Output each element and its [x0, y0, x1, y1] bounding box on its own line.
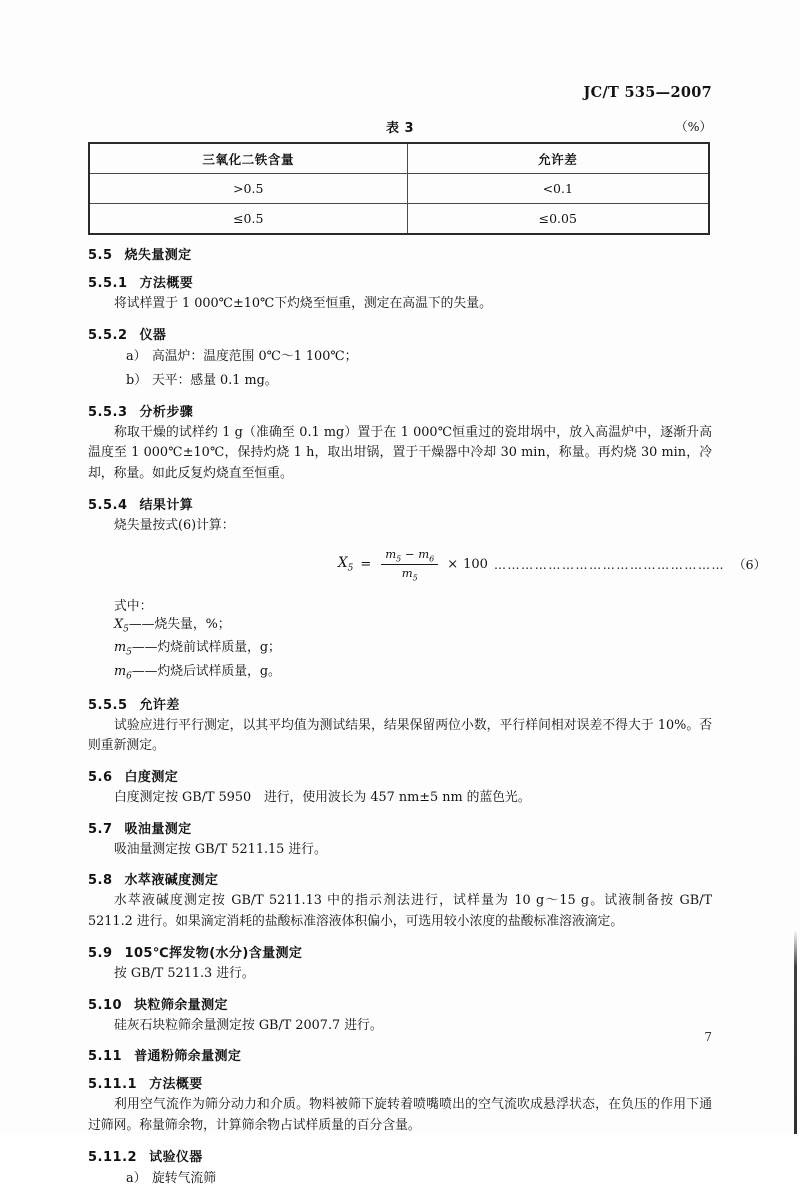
list-item-text: 高温炉：温度范围 0℃～1 100℃； — [152, 348, 358, 364]
tolerance-table — [88, 142, 710, 235]
clause-paragraph: 利用空气流作为筛分动力和介质。物料被筛下旋转着喷嘴喷出的空气流吹成悬浮状态，在负压的作用下通过筛网。称量筛余物，计算筛余物占试样质量的百分含量。 — [88, 1097, 712, 1133]
clause-title: 块粒筛余量测定 — [134, 997, 228, 1013]
clause-paragraph: 按 GB/T 5211.3 进行。 — [114, 965, 255, 981]
clause-title: 白度测定 — [124, 769, 179, 785]
clause-heading-5-6 — [88, 766, 712, 785]
definition-dash: —— — [128, 616, 155, 632]
scan-edge-artifact — [794, 930, 797, 1134]
clause-title: 仪器 — [139, 327, 167, 343]
page-content — [88, 0, 767, 1189]
clause-number: 5.6 — [88, 769, 113, 785]
clause-title: 分析步骤 — [139, 404, 194, 420]
clause-heading-5-11-2 — [88, 1146, 712, 1165]
formula-numerator: $m_5 - m_6$ — [381, 547, 438, 565]
clause-heading-5-10 — [88, 994, 712, 1013]
formula-row — [88, 543, 767, 589]
clause-title: 结果计算 — [139, 497, 194, 513]
clause-paragraph: 水萃液碱度测定按 GB/T 5211.13 中的指示剂法进行，试样量为 10 g～15 g。试液制备按 GB/T 5211.2 进行。如果滴定消耗的盐酸标准溶液体积偏小，可选用较小浓度的盐酸标准溶液滴定。 — [88, 893, 712, 930]
table-header-cell: 三氧化二铁含量 — [89, 143, 407, 174]
clause-number: 5.5.3 — [88, 404, 128, 420]
formula-equals: = — [360, 556, 372, 572]
list-item-label: a） — [126, 1170, 147, 1186]
definition-text: 灼烧前试样质量，g； — [157, 640, 281, 656]
page-number: 7 — [704, 1030, 712, 1044]
clause-number: 5.5.1 — [88, 276, 128, 291]
clause-heading-5-5-5 — [88, 694, 712, 713]
clause-title: 水萃液碱度测定 — [124, 873, 219, 889]
definition-symbol: $m_6$ — [114, 663, 132, 682]
formula-lhs: $X_5$ — [338, 554, 354, 574]
list-item — [88, 347, 712, 367]
clause-paragraph: 硅灰石块粒筛余量测定按 GB/T 2007.7 进行。 — [114, 1017, 383, 1033]
table-cell: >0.5 — [89, 174, 407, 204]
list-item — [88, 1169, 712, 1189]
definition-text: 烧失量，%； — [154, 616, 231, 632]
table-cell: ≤0.5 — [89, 204, 407, 235]
clause-paragraph: 烧失量按式(6)计算： — [114, 517, 235, 533]
definition-item — [114, 661, 712, 685]
clause-heading-5-5-2 — [88, 324, 712, 343]
clause-heading-5-7 — [88, 818, 712, 837]
formula-fraction — [381, 547, 438, 583]
clause-paragraph: 白度测定按 GB/T 5950 进行，使用波长为 457 nm±5 nm 的蓝色光。 — [114, 789, 531, 805]
clause-title: 试验仪器 — [149, 1149, 203, 1165]
clause-paragraph: 称取干燥的试样约 1 g（准确至 0.1 mg）置于在 1 000℃恒重过的瓷坩埚中，放入高温炉中，逐渐升高温度至 1 000℃±10℃，保持灼烧 1 h，取出坩锅，置于干燥器中冷却 30 min，称量。再灼烧 30 min，冷却，称量。如此反复灼烧直至恒重。 — [88, 424, 712, 482]
clause-number: 5.5.4 — [88, 497, 128, 513]
clause-paragraph: 试验应进行平行测定，以其平均值为测试结果，结果保留两位小数，平行样间相对误差不得大于 10%。否则重新测定。 — [88, 717, 712, 754]
clause-heading-5-5 — [88, 244, 712, 263]
clause-number: 5.11.2 — [88, 1149, 138, 1165]
clause-paragraph: 吸油量测定按 GB/T 5211.15 进行。 — [114, 841, 327, 857]
clause-number: 5.8 — [88, 873, 113, 889]
clause-number: 5.5.2 — [88, 327, 128, 343]
definition-dash: —— — [131, 663, 158, 679]
table-row — [89, 204, 709, 235]
table-caption: 表 3 — [385, 121, 415, 136]
list-item-label: b） — [126, 373, 147, 389]
clause-heading-5-8 — [88, 869, 712, 888]
formula-denominator: $m_5$ — [401, 565, 418, 583]
formula-times: × — [447, 556, 459, 572]
table-caption-row — [88, 117, 712, 137]
clause-heading-5-5-1 — [88, 272, 712, 291]
definition-dash: —— — [131, 640, 158, 656]
definition-symbol: $m_5$ — [114, 640, 132, 658]
list-item-text: 旋转气流筛 — [152, 1170, 216, 1186]
clause-title: 方法概要 — [149, 1077, 203, 1093]
formula-leader-dots: …………………………………………… — [493, 558, 726, 573]
list-item-text: 天平：感量 0.1 mg。 — [152, 373, 278, 389]
formula-factor: 100 — [463, 556, 488, 572]
definition-text: 灼烧后试样质量，g。 — [157, 663, 281, 679]
clause-title: 105℃挥发物(水分)含量测定 — [124, 945, 303, 961]
clause-number: 5.7 — [88, 821, 113, 837]
clause-title: 吸油量测定 — [124, 821, 192, 837]
clause-number: 5.9 — [88, 945, 113, 961]
formula-number: （6） — [733, 557, 767, 573]
clause-heading-5-11 — [88, 1045, 712, 1064]
clause-number: 5.5 — [88, 248, 113, 263]
formula-definition-list — [88, 614, 712, 685]
clause-number: 5.10 — [88, 997, 123, 1013]
clause-title: 允许差 — [139, 697, 180, 713]
list-item — [88, 371, 712, 391]
clause-number: 5.11.1 — [88, 1077, 138, 1093]
table-cell: <0.1 — [407, 174, 709, 204]
clause-paragraph: 将试样置于 1 000℃±10℃下灼烧至恒重，测定在高温下的失量。 — [114, 296, 492, 311]
formula-where-label: 式中： — [114, 598, 153, 614]
clause-title: 普通粉筛余量测定 — [134, 1049, 242, 1065]
definition-symbol: $X_5$ — [114, 616, 129, 635]
table-row — [89, 174, 709, 204]
table-header-row — [89, 143, 709, 174]
clause-number: 5.5.5 — [88, 697, 128, 713]
clause-heading-5-5-3 — [88, 401, 712, 420]
clause-heading-5-11-1 — [88, 1073, 712, 1092]
formula-loss-on-ignition — [338, 547, 766, 583]
clause-number: 5.11 — [88, 1049, 123, 1065]
definition-item — [114, 614, 712, 638]
clause-heading-5-5-4 — [88, 494, 712, 513]
clause-title: 烧失量测定 — [124, 248, 192, 263]
clause-heading-5-9 — [88, 942, 712, 961]
table-cell: ≤0.05 — [407, 204, 709, 235]
standard-code-header: JC/T 535—2007 — [583, 84, 712, 101]
table-header-cell: 允许差 — [407, 143, 709, 174]
definition-item — [114, 637, 712, 661]
list-item-label: a） — [126, 348, 147, 364]
table-unit-label: （%） — [675, 119, 712, 134]
clause-title: 方法概要 — [139, 276, 194, 291]
